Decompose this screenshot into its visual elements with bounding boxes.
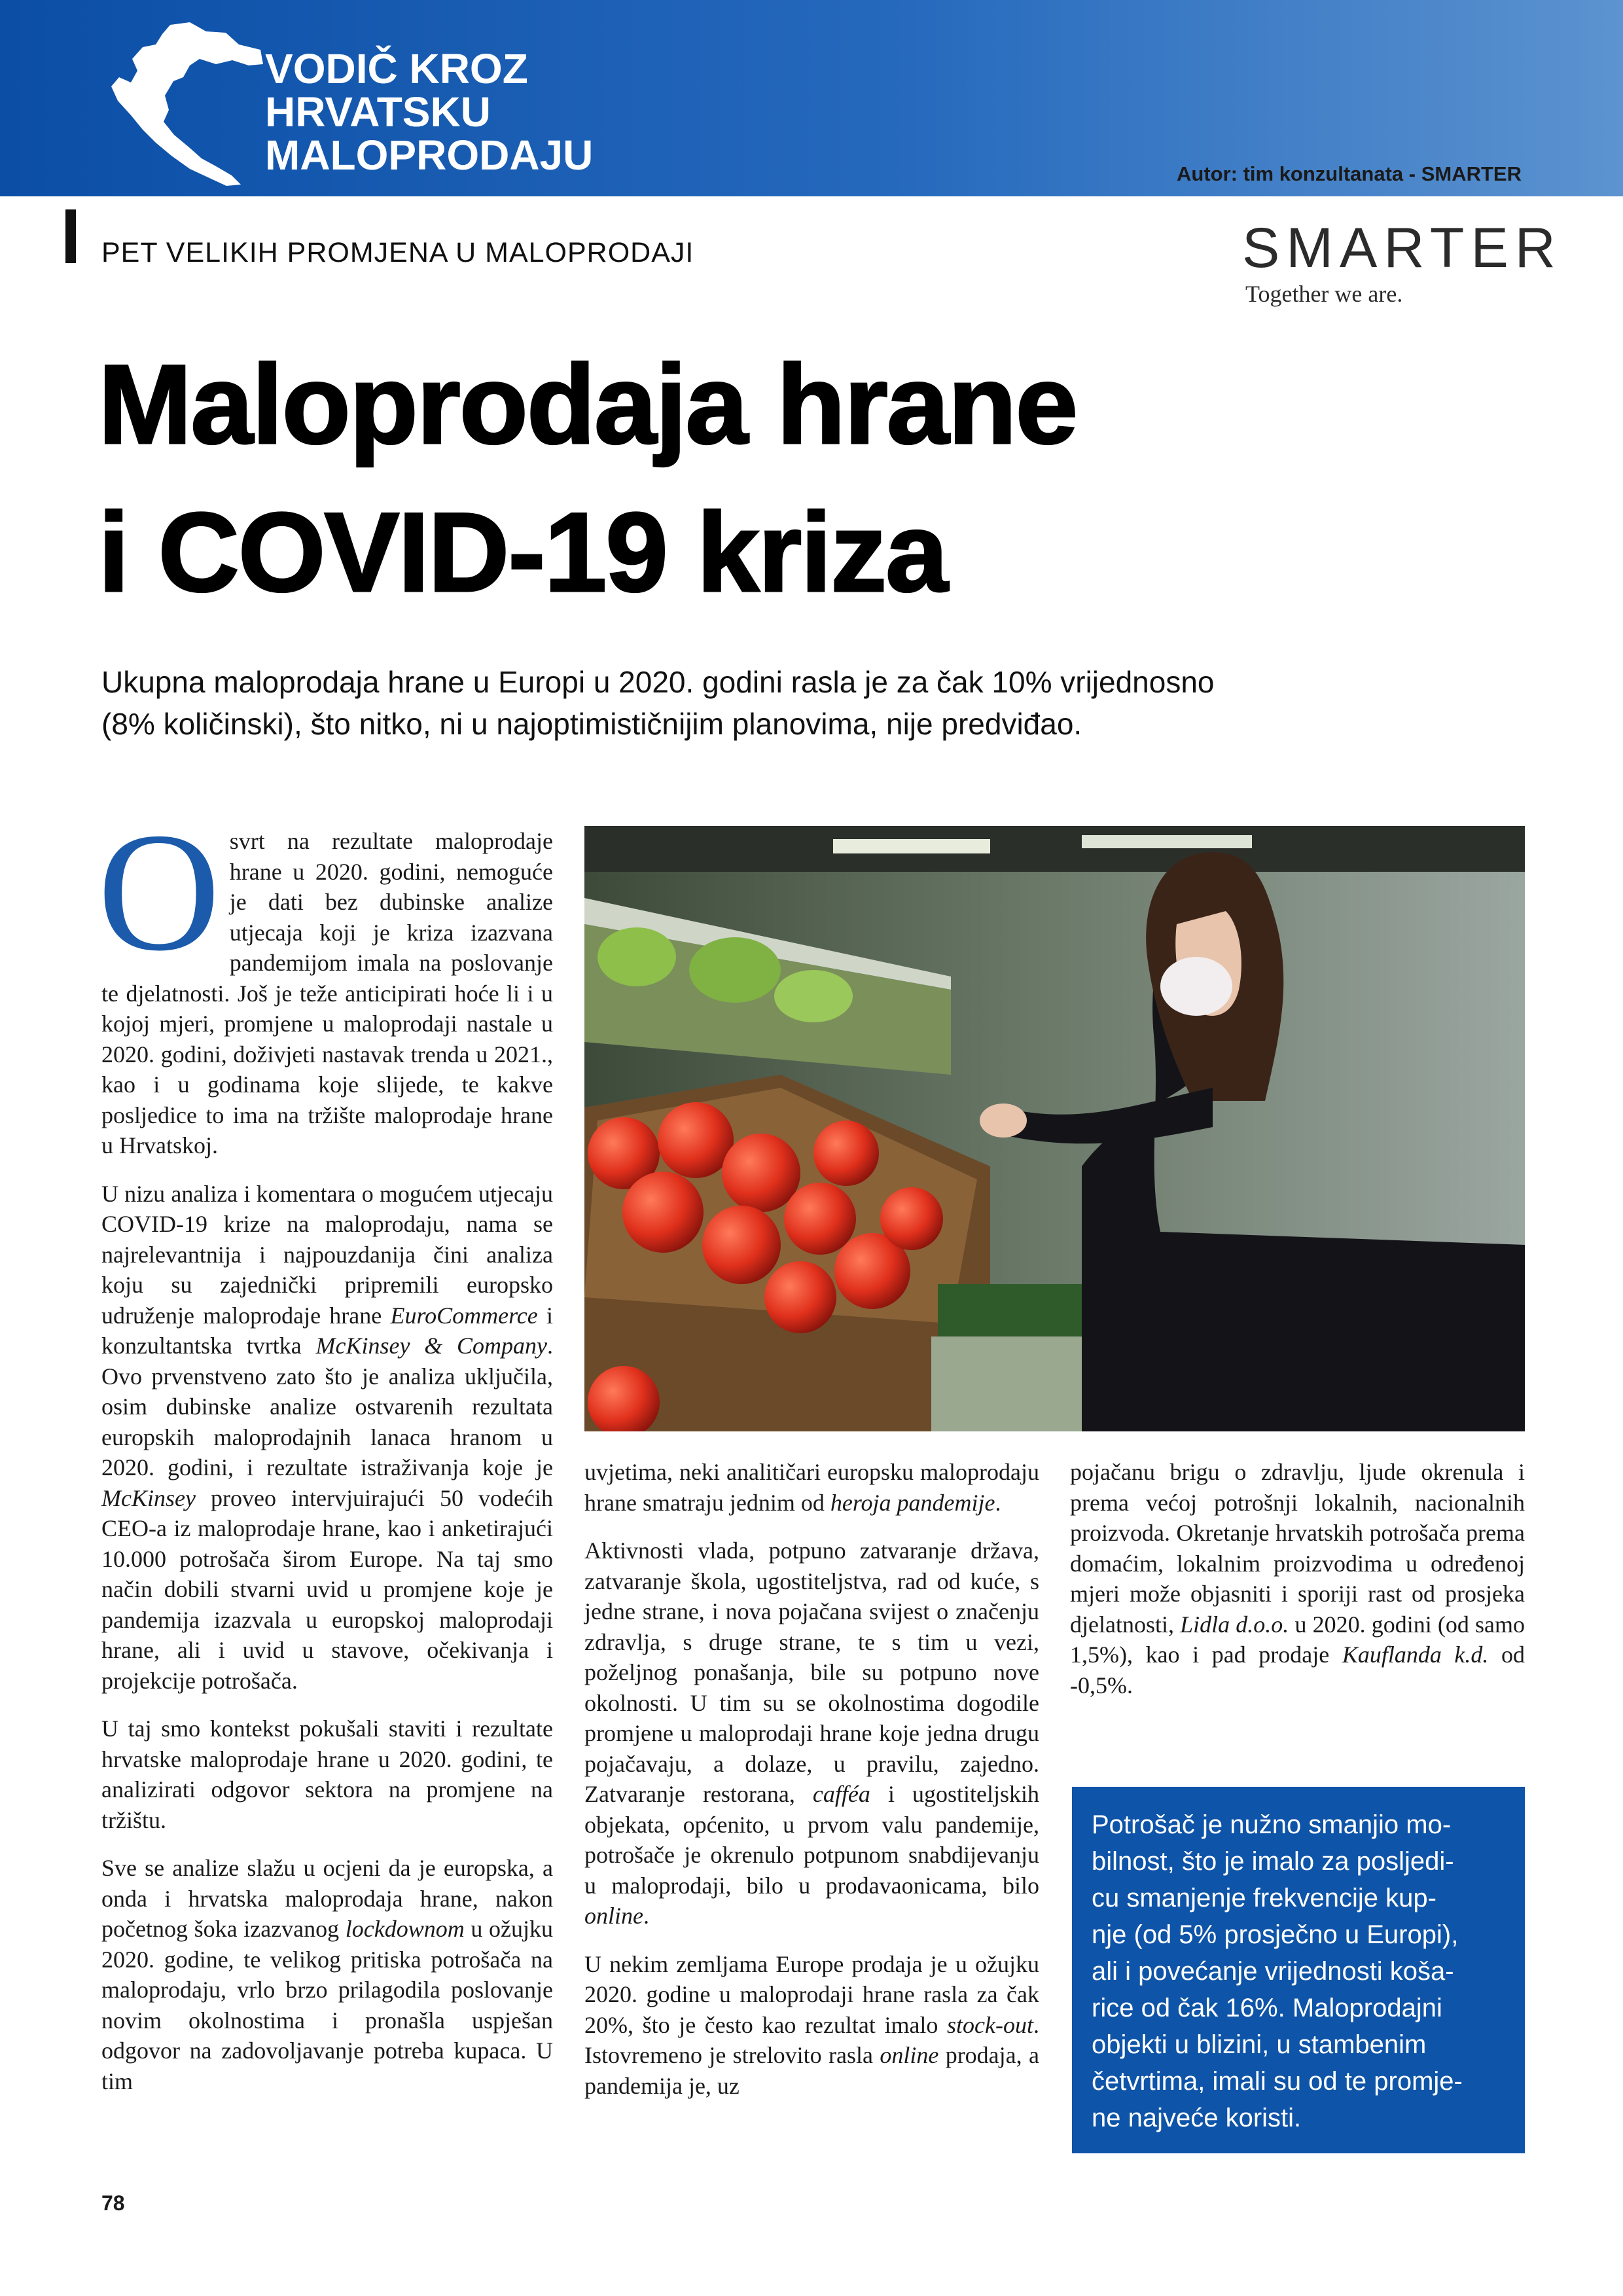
- article-photo: [584, 826, 1525, 1431]
- paragraph-text: . Istovremeno je strelovito rasla: [584, 2011, 1039, 2068]
- article-title: [98, 331, 1077, 626]
- paragraph-text: Sve se analize slažu u ocjeni da je europska, a onda i hrvatska maloprodaja hrane, nakon početnog šoka izazvanog: [101, 1855, 553, 1942]
- text-column-3: [1070, 1457, 1525, 1718]
- paragraph: [101, 1853, 553, 2096]
- pull-quote-line: Potrošač je nužno smanjio mo-: [1092, 1810, 1452, 1839]
- paragraph-text: i ugostiteljskih objekata, općenito, u prvom valu pandemije, potrošače je okrenulo potpunom snabdijevanju u maloprodaji, bilo u prodavaonicama, bilo: [584, 1781, 1039, 1899]
- pull-quote-line: rice od čak 16%. Maloprodajni: [1092, 1994, 1442, 2022]
- paragraph-text: pojačanu brigu o zdravlju, ljude okrenula i prema većoj potrošnji lokalnih, nacionalnih proizvoda. Okretanje hrvatskih potrošača prema domaćim, lokalnim proizvodima u određenoj mjeri može objasniti i sporiji rast od prosjeka djelatnosti,: [1070, 1459, 1525, 1638]
- paragraph-text: od -0,5%.: [1070, 1641, 1525, 1698]
- supermarket-photo-illustration: [584, 826, 1525, 1431]
- paragraph-text: U nizu analiza i komentara o mogućem utjecaju COVID-19 krize na maloprodaju, nama se najrelevantnija i najpouzdanija čini analiza koju su zajednički pripremili europsko udruženje maloprodaje hrane: [101, 1180, 553, 1329]
- italic-text: Kauflanda k.d.: [1342, 1641, 1489, 1668]
- italic-text: Lidla d.o.o.: [1180, 1611, 1289, 1638]
- pull-quote-line: ne najveće koristi.: [1092, 2104, 1302, 2132]
- lead-line-1: Ukupna maloprodaja hrane u Europi u 2020. godini rasla je za čak 10% vrijednosno: [101, 665, 1215, 699]
- paragraph-text: uvjetima, neki analitičari europsku maloprodaju hrane smatraju jednim od: [584, 1459, 1039, 1516]
- italic-text: cafféa: [812, 1781, 870, 1807]
- paragraph-text: U nekim zemljama Europe prodaja je u ožujku 2020. godine u maloprodaji hrane rasla za čak 20%, što je često kao rezultat imalo: [584, 1950, 1039, 2038]
- italic-text: lockdownom: [345, 1916, 465, 1942]
- paragraph-text: u ožujku 2020. godine, te velikog pritiska potrošača na maloprodaju, vrlo brzo prilagodila poslovanje novim okolnostima i pronašla uspješan odgovor na zadovoljavanje potreba kupaca. U tim: [101, 1916, 553, 2094]
- smarter-logo: SMARTER: [1242, 217, 1562, 279]
- drop-cap: O: [98, 798, 221, 986]
- text-column-1: [98, 798, 554, 2114]
- series-title-line-2: HRVATSKU: [265, 88, 491, 135]
- smarter-logo-tagline: Together we are.: [1245, 281, 1403, 307]
- pull-quote-line: objekti u blizini, u stambenim: [1092, 2030, 1427, 2059]
- paragraph-text: u 2020. godini (od samo 1,5%), kao i pad prodaje: [1070, 1611, 1525, 1668]
- italic-text: heroja pandemije: [830, 1489, 995, 1516]
- paragraph-text: .: [643, 1903, 649, 1929]
- paragraph: [98, 798, 553, 1161]
- paragraph: [1070, 1457, 1525, 1700]
- pull-quote-line: cu smanjenje frekvencije kup-: [1092, 1884, 1436, 1912]
- article-lead: [101, 661, 1541, 745]
- series-title-line-1: VODIČ KROZ: [265, 45, 528, 92]
- paragraph: [101, 1713, 553, 1835]
- paragraph-text: svrt na rezultate maloprodaje hrane u 2020. godini, nemoguće je dati bez dubinske analize utjecaja koji je kriza izazvana pandemijom imala na poslovanje te djelatnosti. Još je teže anticipirati hoće li i u kojoj mjeri, promjene u maloprodaji nastale u 2020. godini, doživjeti nastavak trenda u 2021., kao i u godinama koje slijede, te kakve posljedice to ima na tržište maloprodaje hrane u Hrvatskoj.: [101, 828, 553, 1158]
- paragraph-text: .: [995, 1489, 1001, 1516]
- paragraph-text: U taj smo kontekst pokušali staviti i rezultate hrvatske maloprodaje hrane u 2020. godini, te analizirati odgovor sektora na promjene na tržištu.: [101, 1715, 553, 1833]
- italic-text: McKinsey & Company: [315, 1333, 548, 1359]
- pull-quote-line: ali i povećanje vrijednosti koša-: [1092, 1957, 1454, 1986]
- pull-quote: [1092, 1806, 1510, 2136]
- italic-text: online: [880, 2042, 939, 2068]
- croatia-map-icon: [92, 18, 268, 192]
- paragraph-text: . Ovo prvenstveno zato što je analiza uključila, osim dubinske analize ostvarenih rezultata europskih maloprodajnih lanaca hranom u 2020. godini, i rezultate istraživanja koje je: [101, 1333, 554, 1480]
- italic-text: online: [584, 1903, 643, 1929]
- article-title-line-2: i COVID-19 kriza: [98, 490, 947, 615]
- paragraph: [584, 1949, 1039, 2102]
- paragraph-text: i konzultantska tvrtka: [101, 1302, 553, 1359]
- italic-text: McKinsey: [101, 1484, 196, 1511]
- paragraph-text: prodaja, a pandemija je, uz: [584, 2042, 1039, 2099]
- paragraph-text: proveo intervjuirajući 50 vodećih CEO-a iz maloprodaje hrane, kao i anketirajući 10.000 potrošača širom Europe. Na taj smo način dobili stvarni uvid u promjene koje je pandemija izazvala u europskoj maloprodaji hrane, ali i uvid u stavove, očekivanja i projekcije potrošača.: [101, 1484, 553, 1694]
- section-label: PET VELIKIH PROMJENA U MALOPRODAJI: [101, 237, 694, 268]
- series-title-line-3: MALOPRODAJU: [265, 132, 594, 179]
- pull-quote-line: četvrtima, imali su od te promje-: [1092, 2067, 1463, 2096]
- section-bar: [65, 209, 76, 263]
- text-column-2: [584, 1457, 1039, 2119]
- italic-text: EuroCommerce: [390, 1302, 538, 1329]
- lead-line-2: (8% količinski), što nitko, ni u najoptimističnijim planovima, nije predviđao.: [101, 707, 1082, 741]
- page-number: 78: [101, 2191, 125, 2215]
- series-title: [265, 47, 723, 177]
- article-title-line-1: Maloprodaja hrane: [98, 342, 1077, 467]
- paragraph: [101, 1179, 553, 1696]
- paragraph: [584, 1457, 1039, 1518]
- author-credit: Autor: tim konzultanata - SMARTER: [1177, 162, 1522, 185]
- paragraph: [584, 1535, 1039, 1931]
- italic-text: stock-out: [947, 2011, 1033, 2038]
- pull-quote-line: nje (od 5% prosječno u Europi),: [1092, 1920, 1459, 1949]
- pull-quote-line: bilnost, što je imalo za posljedi-: [1092, 1847, 1454, 1876]
- paragraph-text: Aktivnosti vlada, potpuno zatvaranje država, zatvaranje škola, ugostiteljstva, rad od kuće, s jedne strane, i nova pojačana svijest o značenju zdravlja, s druge strane, te s tim u vezi, poželjnog ponašanja, bile su potpuno nove okolnosti. U tim su se okolnostima dogodile promjene u maloprodaji hrane koje jedna drugu pojačavaju, a dolaze, u pravilu, zajedno. Zatvaranje restorana,: [584, 1537, 1039, 1807]
